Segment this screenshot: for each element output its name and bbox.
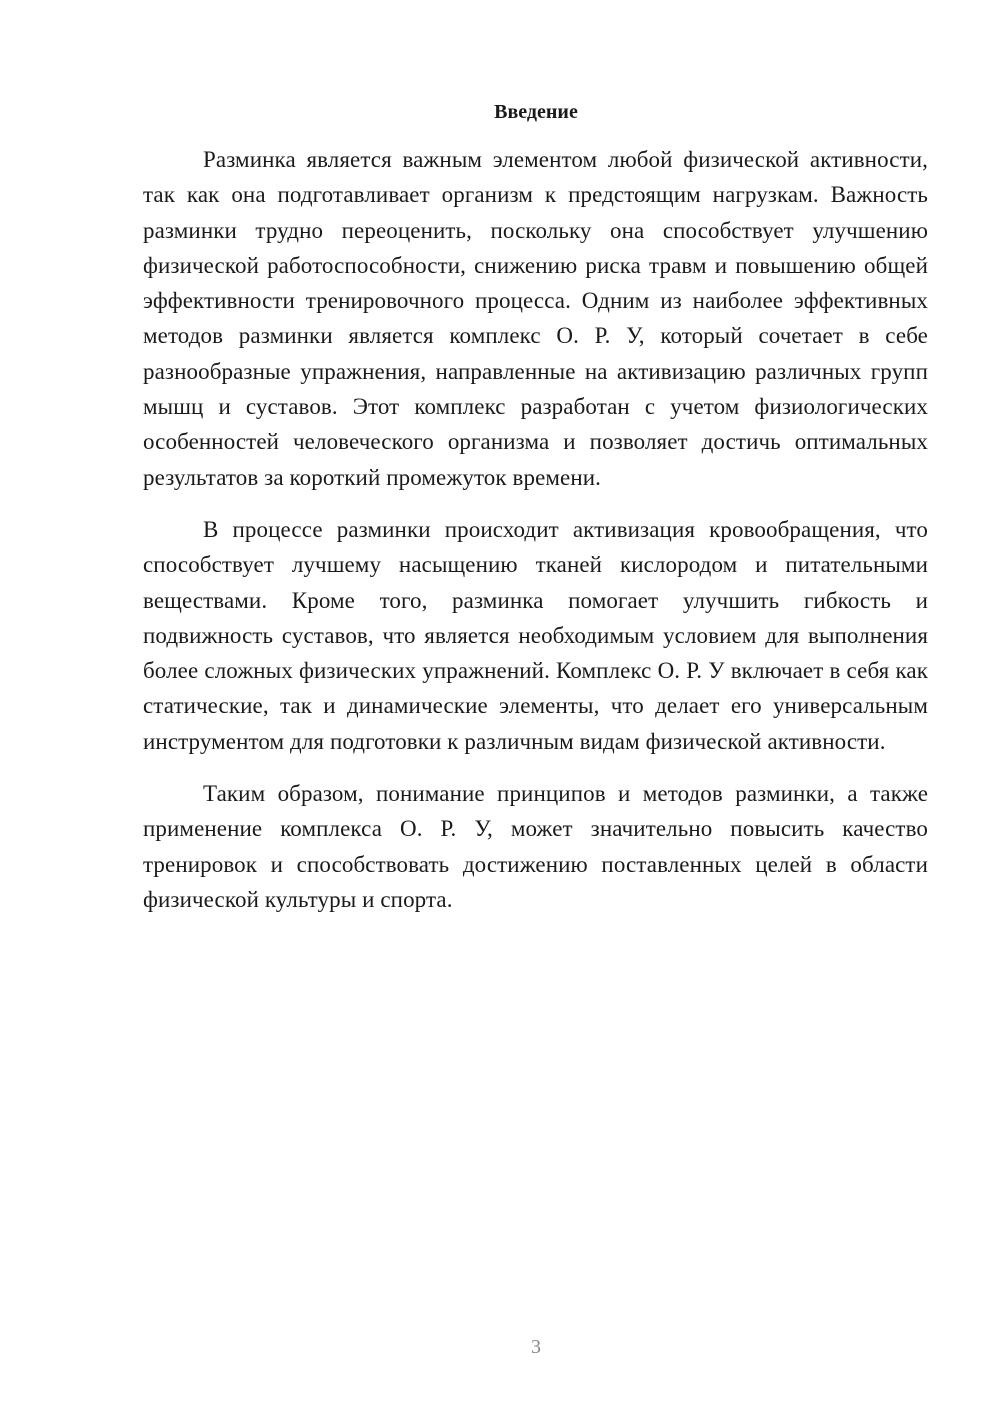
paragraph: Разминка является важным элементом любой физической активности, так как она подготавливает организм к предстоящим нагрузкам. Важность разминки трудно переоценить, поскольку она способствует улучшению физической работоспособности, снижению риска травм и повышению общей эффективности тренировочного процесса. Одним из наиболее эффективных методов разминки является комплекс О. Р. У, который сочетает в себе разнообразные упражнения, направленные на активизацию различных групп мышц и суставов. Этот комплекс разработан с учетом физиологических особенностей человеческого организма и позволяет достичь оптимальных результатов за короткий промежуток времени.: [143, 147, 928, 490]
paragraph: В процессе разминки происходит активизация кровообращения, что способствует лучшему насыщению тканей кислородом и питательными веществами. Кроме того, разминка помогает улучшить гибкость и подвижность суставов, что является необходимым условием для выполнения более сложных физических упражнений. Комплекс О. Р. У включает в себя как статические, так и динамические элементы, что делает его универсальным инструментом для подготовки к различным видам физической активности.: [143, 516, 928, 754]
paragraph: Таким образом, понимание принципов и методов разминки, а также применение комплекса О. Р. У, может значительно повысить качество тренировок и способствовать достижению поставленных целей в области физической культуры и спорта.: [143, 781, 928, 912]
page-number: 3: [531, 1336, 541, 1358]
section-heading: Введение: [494, 101, 578, 123]
body-text: [143, 142, 928, 917]
